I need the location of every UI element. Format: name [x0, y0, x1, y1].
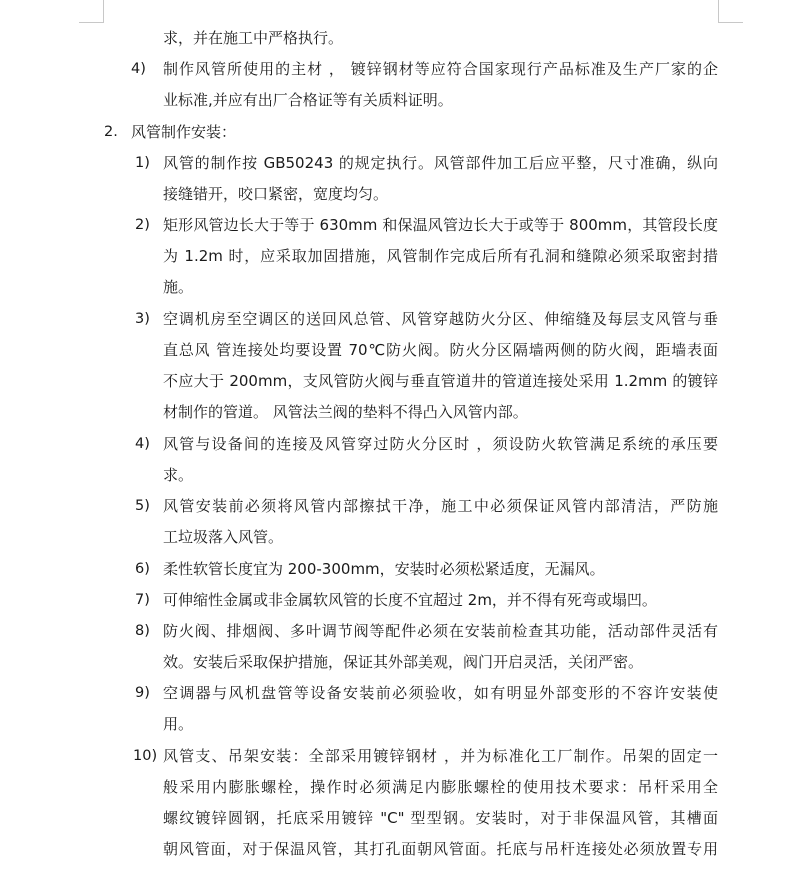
list-item-number: 3) [135, 311, 150, 327]
list-item-line: 防火阀、排烟阀、多叶调节阀等配件必须在安装前检查其功能，活动部件灵活有 [163, 622, 718, 640]
list-item-number: 5) [135, 498, 150, 514]
list-item-line: 接缝错开，咬口紧密，宽度均匀。 [163, 185, 389, 203]
list-item-number: 9) [135, 685, 150, 701]
list-item-line: 不应大于 200mm，支风管防火阀与垂直管道井的管道连接处采用 1.2mm 的镀锌 [163, 372, 718, 390]
list-item-number: 7) [135, 592, 150, 608]
list-item-number: 1) [135, 155, 150, 171]
list-item-number: 10) [133, 748, 158, 764]
list-item-line: 效。安装后采取保护措施，保证其外部美观，阀门开启灵活，关闭严密。 [163, 653, 644, 671]
list-item-line: 直总风 管连接处均要设置 70℃防火阀。防火分区隔墙两侧的防火阀，距墙表面 [163, 341, 718, 359]
item-4-line: 业标准,并应有出厂合格证等有关质料证明。 [163, 91, 453, 109]
list-item-line: 矩形风管边长大于等于 630mm 和保温风管边长大于或等于 800mm，其管段长度 [163, 216, 718, 234]
crop-mark-right [718, 0, 743, 23]
list-item-line: 风管安装前必须将风管内部擦拭干净，施工中必须保证风管内部清洁，严防施 [163, 497, 718, 515]
list-item-line: 求。 [163, 466, 194, 484]
list-item-line: 材制作的管道。 风管法兰阀的垫料不得凸入风管内部。 [163, 403, 528, 421]
list-item-number: 2) [135, 217, 150, 233]
list-item-line: 风管的制作按 GB50243 的规定执行。风管部件加工后应平整，尺寸准确，纵向 [163, 154, 718, 172]
section-2-title: 风管制作安装： [131, 123, 237, 141]
list-item-number: 6) [135, 561, 150, 577]
list-item-line: 施。 [163, 278, 194, 296]
list-item-line: 朝风管面，对于保温风管，其打孔面朝风管面。托底与吊杆连接处必须放置专用 [163, 840, 718, 858]
crop-mark-left [79, 0, 104, 23]
list-item-line: 空调机房至空调区的送回风总管、风管穿越防火分区、伸缩缝及每层支风管与垂 [163, 310, 718, 328]
list-item-line: 工垃圾落入风管。 [163, 528, 284, 546]
continuation-line: 求，并在施工中严格执行。 [163, 29, 344, 47]
list-item-line: 般采用内膨胀螺栓，操作时必须满足内膨胀螺栓的使用技术要求：吊杆采用全 [163, 778, 718, 796]
list-item-line: 风管与设备间的连接及风管穿过防火分区时 ，须设防火软管满足系统的承压要 [163, 435, 718, 453]
list-item-line: 柔性软管长度宜为 200-300mm，安装时必须松紧适度，无漏风。 [163, 560, 605, 578]
list-item-line: 用。 [163, 715, 194, 733]
section-2-number: 2. [104, 124, 118, 140]
list-item-number: 8) [135, 623, 150, 639]
list-item-line: 螺纹镀锌圆钢，托底采用镀锌 "C" 型型钢。安装时，对于非保温风管，其槽面 [163, 809, 718, 827]
list-item-line: 可伸缩性金属或非金属软风管的长度不宜超过 2m，并不得有死弯或塌凹。 [163, 591, 657, 609]
item-4-line: 制作风管所使用的主材 ， 镀锌钢材等应符合国家现行产品标准及生产厂家的企 [163, 60, 718, 78]
list-item-line: 为 1.2m 时，应采取加固措施，风管制作完成后所有孔洞和缝隙必须采取密封措 [163, 247, 718, 265]
list-item-number: 4) [135, 436, 150, 452]
list-item-line: 空调器与风机盘管等设备安装前必须验收，如有明显外部变形的不容许安装使 [163, 684, 718, 702]
item-4-number: 4) [131, 61, 146, 77]
list-item-line: 风管支、吊架安装：全部采用镀锌钢材 ，并为标准化工厂制作。吊架的固定一 [163, 747, 718, 765]
